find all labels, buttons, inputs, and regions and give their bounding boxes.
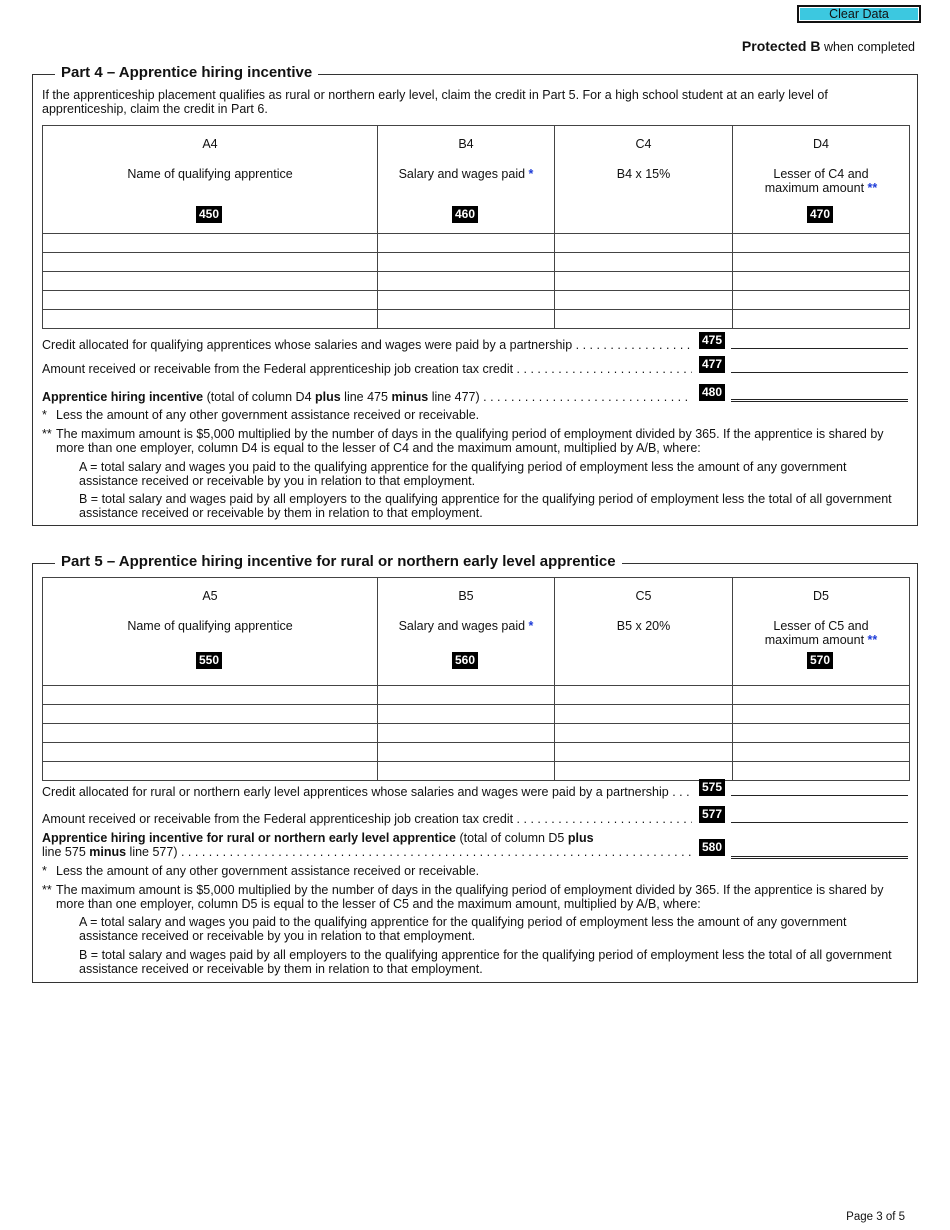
line-code-badge: 575 [699,779,725,796]
line-477-label: Amount received or receivable from the Federal apprenticeship job creation tax credit . . . [42,362,692,376]
page-number: Page 3 of 5 [846,1211,905,1223]
minus-word: minus [89,845,127,859]
line-code-badge: 475 [699,332,725,349]
line-480-label [42,390,692,404]
line-580-text: line 575 [42,845,90,859]
line-580-input[interactable] [731,843,908,859]
lesser-cell[interactable] [733,686,910,705]
col-desc-text: Lesser of C4 and maximum amount [764,167,869,195]
footnote-text: Less the amount of any other government assistance received or receivable. [56,408,480,422]
salary-cell[interactable] [378,724,555,743]
part5-section [32,553,918,983]
definition-b: B = total salary and wages paid by all employers to the qualifying apprentice for the qualifying period of employment less the total of all government assistance received or receivable by them in relation to that employment. [79,492,892,520]
lesser-cell[interactable] [733,724,910,743]
line-480-text: line 477) [428,390,480,404]
col-letter: B5 [458,589,474,603]
col-letter: C5 [635,589,652,603]
col-letter: C4 [635,137,652,151]
col-letter: B4 [458,137,474,151]
footnote-text: The maximum amount is $5,000 multiplied by the number of days in the qualifying period of employment divided by 365. If the apprentice is shared by more than one employer, column D5 is equal to the lesser of C5 and the maximum amount, multiplied by A/B, where: [56,883,884,911]
definition-b: B = total salary and wages paid by all employers to the qualifying apprentice for the qualifying period of employment less the total of all government assistance received or receivable by them in relation to that employment. [79,948,892,976]
col-letter: A5 [202,589,218,603]
line-code-badge: 550 [196,652,222,669]
part5-table [42,577,910,781]
salary-cell[interactable] [378,705,555,724]
name-cell[interactable] [43,291,378,310]
table-row [43,705,910,724]
col-desc: Name of qualifying apprentice [127,619,293,633]
line-code-badge: 477 [699,356,725,373]
salary-cell[interactable] [378,234,555,253]
col-c4-header [555,126,733,234]
part4-title: Part 4 – Apprentice hiring incentive [55,63,318,83]
line-575-input[interactable] [731,782,908,796]
plus-word: plus [315,390,341,404]
col-desc: B4 x 15% [616,167,671,181]
col-desc: B5 x 20% [616,619,671,633]
line-577-label: Amount received or receivable from the Federal apprenticeship job creation tax credit . . . [42,812,692,826]
col-letter: A4 [202,137,218,151]
table-row [43,291,910,310]
calc-cell[interactable] [555,686,733,705]
table-row [43,310,910,329]
footnote-star [42,408,909,422]
calc-cell[interactable] [555,310,733,329]
line-code-badge: 460 [452,206,478,223]
line-580-text: line 577) [126,845,178,859]
calc-cell[interactable] [555,272,733,291]
line-code-badge: 450 [196,206,222,223]
line-code-badge: 470 [807,206,833,223]
calc-cell[interactable] [555,253,733,272]
footnote-text: The maximum amount is $5,000 multiplied by the number of days in the qualifying period of employment divided by 365. If the apprentice is shared by more than one employer, column D4 is equal to the lesser of C4 and the maximum amount, multiplied by A/B, where: [56,427,884,455]
table-row [43,686,910,705]
name-cell[interactable] [43,253,378,272]
line-480-bold: Apprentice hiring incentive [42,390,204,404]
table-row [43,272,910,291]
col-desc [733,167,909,195]
name-cell[interactable] [43,762,378,781]
lesser-cell[interactable] [733,310,910,329]
calc-cell[interactable] [555,762,733,781]
protected-notice [742,38,915,54]
line-code-badge: 480 [699,384,725,401]
name-cell[interactable] [43,272,378,291]
line-code-badge: 560 [452,652,478,669]
lesser-cell[interactable] [733,762,910,781]
col-desc [378,619,554,633]
line-580-label-2 [42,845,692,859]
line-code-badge: 577 [699,806,725,823]
line-480-text: (total of column D4 [203,390,315,404]
lesser-cell[interactable] [733,272,910,291]
line-575-label: Credit allocated for rural or northern early level apprentices whose salaries and wages were paid by a partnership . . . [42,785,692,799]
name-cell[interactable] [43,686,378,705]
line-475-label: Credit allocated for qualifying apprentices whose salaries and wages were paid by a partnership . . . [42,338,692,352]
name-cell[interactable] [43,705,378,724]
part4-section [32,64,918,526]
lesser-cell[interactable] [733,743,910,762]
line-477-input[interactable] [731,359,908,373]
line-480-text: line 475 [340,390,392,404]
table-row [43,724,910,743]
line-580-label-1 [42,831,692,845]
minus-word: minus [391,390,429,404]
line-code-badge: 570 [807,652,833,669]
calc-cell[interactable] [555,705,733,724]
salary-cell[interactable] [378,686,555,705]
plus-word: plus [567,831,594,845]
col-d4-header [733,126,910,234]
clear-data-button[interactable]: Clear Data [797,5,921,23]
part4-table-header [43,126,910,234]
table-row [43,253,910,272]
salary-cell[interactable] [378,743,555,762]
calc-cell[interactable] [555,743,733,762]
line-475-input[interactable] [731,335,908,349]
footnote-star: * [528,167,534,181]
footnote-mark: ** [42,427,52,441]
footnote-mark: * [42,864,47,878]
footnote-star: ** [867,633,878,647]
col-letter: D5 [813,589,829,603]
footnote-mark: ** [42,883,52,897]
footnote-double-star [42,883,909,911]
definition-a: A = total salary and wages you paid to the qualifying apprentice for the qualifying period of employment less the amount of any government assistance received or receivable by you in relation to that employment. [79,915,847,943]
line-577-input[interactable] [731,809,908,823]
line-code-badge: 580 [699,839,725,856]
col-b5-header [378,578,555,686]
col-c5-header [555,578,733,686]
col-desc-text: Salary and wages paid [398,167,529,181]
salary-cell[interactable] [378,291,555,310]
lesser-cell[interactable] [733,291,910,310]
footnote-star: * [528,619,534,633]
lesser-cell[interactable] [733,705,910,724]
col-desc [378,167,554,181]
footnote-star: ** [867,181,878,195]
col-d5-header [733,578,910,686]
salary-cell[interactable] [378,310,555,329]
salary-cell[interactable] [378,253,555,272]
definition-a: A = total salary and wages you paid to the qualifying apprentice for the qualifying period of employment less the amount of any government assistance received or receivable by you in relation to that employment. [79,460,847,488]
name-cell[interactable] [43,724,378,743]
col-desc-text: Salary and wages paid [398,619,529,633]
lesser-cell[interactable] [733,253,910,272]
calc-cell[interactable] [555,291,733,310]
protected-label: Protected B [741,38,821,54]
calc-cell[interactable] [555,234,733,253]
line-480-input[interactable] [731,386,908,402]
footnote-star [42,864,909,878]
col-desc: Name of qualifying apprentice [127,167,293,181]
col-b4-header [378,126,555,234]
lesser-cell[interactable] [733,234,910,253]
footnote-mark: * [42,408,47,422]
col-desc [733,619,909,647]
table-row [43,234,910,253]
name-cell[interactable] [43,234,378,253]
name-cell[interactable] [43,310,378,329]
protected-suffix: when completed [820,40,915,54]
calc-cell[interactable] [555,724,733,743]
salary-cell[interactable] [378,762,555,781]
name-cell[interactable] [43,743,378,762]
col-a4-header [43,126,378,234]
part5-title: Part 5 – Apprentice hiring incentive for rural or northern early level apprentice [55,552,622,572]
col-desc-text: Lesser of C5 and maximum amount [764,619,869,647]
table-row [43,762,910,781]
line-580-bold: Apprentice hiring incentive for rural or northern early level apprentice [42,831,456,845]
line-580-text: (total of column D5 [456,831,568,845]
col-letter: D4 [813,137,829,151]
table-row [43,743,910,762]
salary-cell[interactable] [378,272,555,291]
footnote-text: Less the amount of any other government assistance received or receivable. [56,864,480,878]
col-a5-header [43,578,378,686]
part4-table [42,125,910,329]
part5-table-header [43,578,910,686]
part4-intro: If the apprenticeship placement qualifies as rural or northern early level, claim the credit in Part 5. For a high school student at an early level of apprenticeship, claim the credit in Part 6. [42,88,828,116]
footnote-double-star [42,427,909,455]
